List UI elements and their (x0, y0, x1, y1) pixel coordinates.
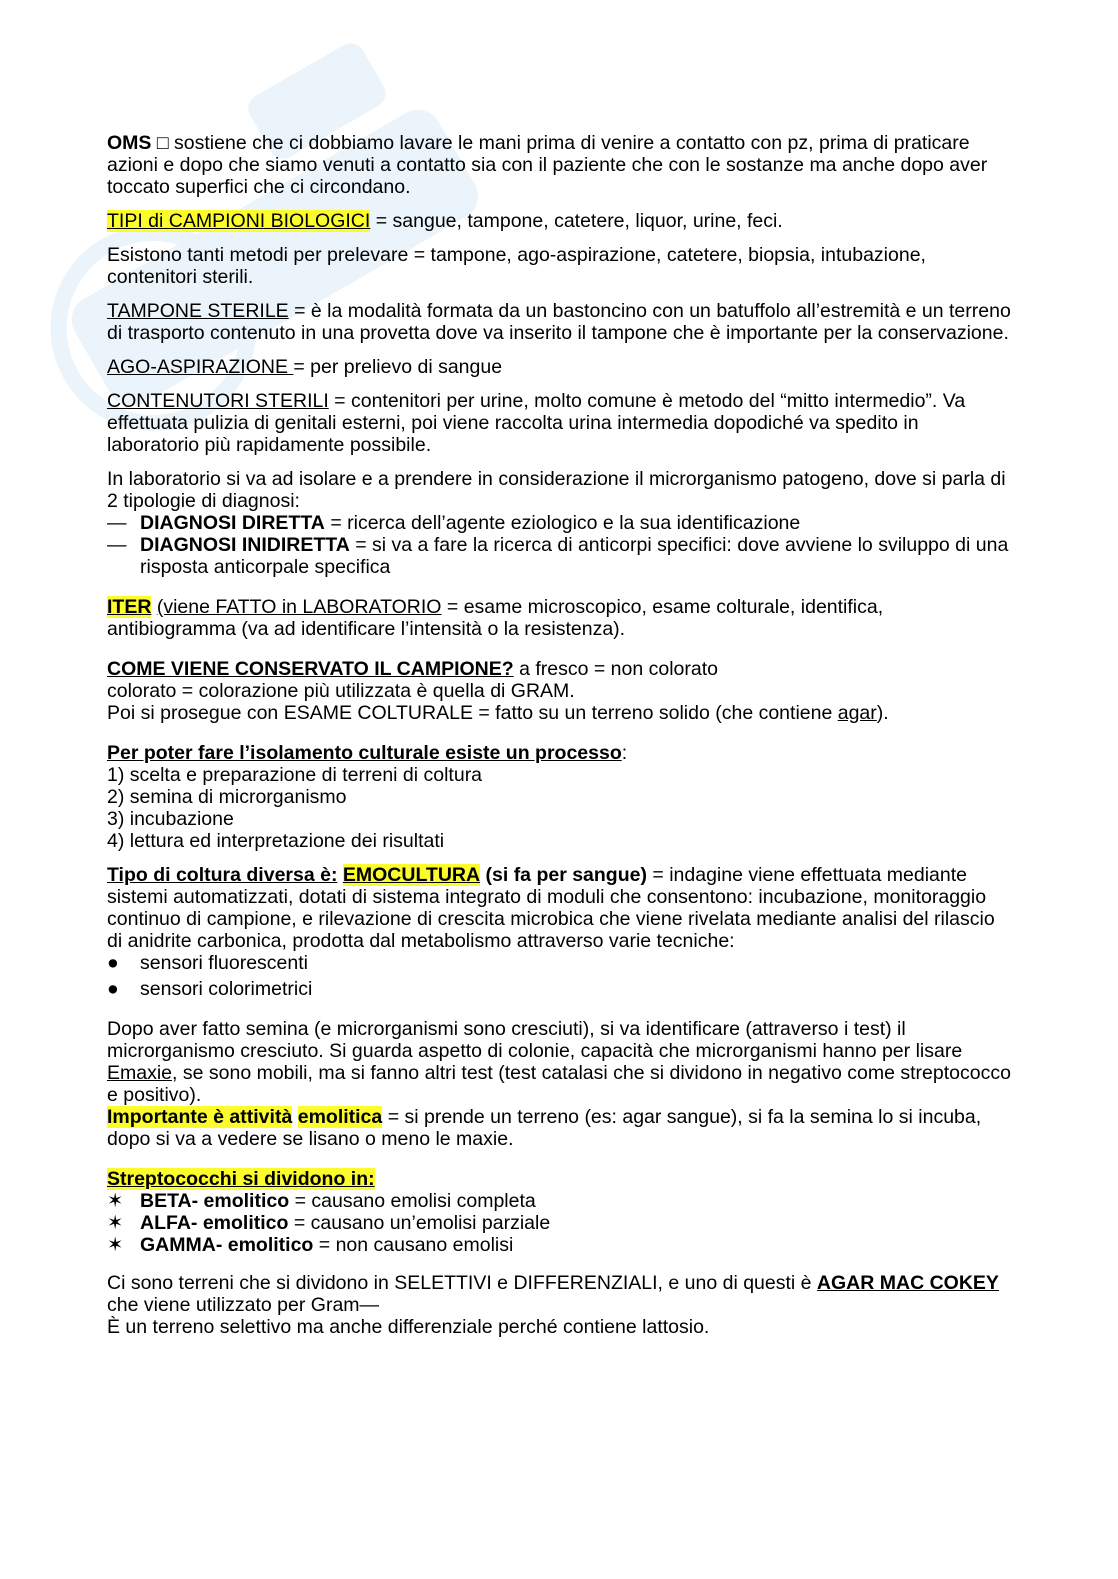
oms-text: sostiene che ci dobbiamo lavare le mani prima di venire a contatto con pz, prima di praticare azioni e dopo che siamo venuti a contatto sia con il paziente che con le sostanze ma anche dopo aver toccato superfici che ci circondano. (107, 132, 988, 198)
emoculture-section (107, 864, 1012, 1000)
list-item: 2) semina di microrganismo (107, 786, 347, 808)
sample-types-heading: TIPI di CAMPIONI BIOLOGICI (107, 210, 371, 232)
list-item: ✶ ALFA- emolitico = causano un’emolisi parziale (107, 1212, 551, 1234)
containers-paragraph (107, 390, 1012, 456)
conservation-stained: colorato = colorazione più utilizzata è quella di GRAM. (107, 680, 575, 702)
media-section: Ci sono terreni che si dividono in SELETTIVI e DIFFERENZIALI, e uno di questi è AGAR MAC COKEY che viene utilizzato per Gram— È un terreno selettivo ma anche differenziale perché contiene lattosio. (107, 1272, 1012, 1338)
emaxie-term: Emaxie (107, 1062, 173, 1084)
bullet-marker: ● (107, 978, 119, 1000)
list-item: 4) lettura ed interpretazione dei risultati (107, 830, 445, 852)
emoculture-note: (si fa per sangue) (485, 864, 647, 886)
diagnosis-desc: = ricerca dell’agente eziologico e la sua identificazione (330, 512, 801, 534)
list-item (107, 534, 1012, 578)
iter-text: = esame microscopico, esame colturale, identifica, antibiogramma (va ad identificare l’intensità o la resistenza). (107, 596, 884, 640)
star-marker: ✶ (107, 1212, 124, 1234)
dash-marker: — (107, 534, 127, 556)
diagnosis-desc: = si va a fare la ricerca di anticorpi specifici: dove avviene lo sviluppo di una risposta anticorpale specifica (140, 534, 1009, 578)
swab-paragraph (107, 300, 1012, 344)
culture-exam-text: Poi si prosegue con ESAME COLTURALE = fatto su un terreno solido (che contiene (107, 702, 833, 724)
isolation-heading: Per poter fare l’isolamento culturale esiste un processo (107, 742, 622, 764)
list-item: 3) incubazione (107, 808, 234, 830)
diagnosis-term: DIAGNOSI DIRETTA (140, 512, 325, 534)
hemolytic-term: emolitica (297, 1106, 383, 1128)
dash-marker: — (107, 512, 127, 534)
isolation-section: Per poter fare l’isolamento culturale esiste un processo: 1) scelta e preparazione di terreni di coltura 2) semina di microrganismo 3) incubazione 4) lettura ed interpretazione dei risultati (107, 742, 1012, 852)
emoculture-term: EMOCULTURA (342, 864, 481, 886)
conservation-fresh: a fresco = non colorato (519, 658, 719, 680)
iter-paragraph (107, 596, 1012, 640)
iter-label: ITER (107, 596, 152, 618)
streptococci-list (107, 1190, 1012, 1256)
sample-types-paragraph (107, 210, 1012, 232)
emoculture-text: = indagine viene effettuata mediante sistemi automatizzati, dotati di sistema integrato di moduli che consentono: incubazione, monitoraggio continuo di campione, e rilevazione di crescita microbica che viene rivelata mediante analisi del rilascio di anidrite carbonica, prodotta dal metabolismo attraverso varie tecniche: (107, 864, 995, 952)
methods-paragraph: Esistono tanti metodi per prelevare = tampone, ago-aspirazione, catetere, biopsia, intubazione, contenitori sterili. (107, 244, 926, 288)
list-item: 1) scelta e preparazione di terreni di coltura (107, 764, 483, 786)
aspiration-heading: AGO-ASPIRAZIONE (107, 356, 294, 378)
diagnosis-intro: In laboratorio si va ad isolare e a prendere in considerazione il microrganismo patogeno, dove si parla di 2 tipologie di diagnosi: (107, 468, 1006, 512)
diagnosis-list (107, 512, 1012, 578)
streptococci-heading: Streptococchi si dividono in: (107, 1168, 375, 1190)
missing-glyph-icon: □ (156, 132, 169, 154)
bullet-marker: ● (107, 952, 119, 974)
culture-type-label: Tipo di coltura diversa è: (107, 864, 338, 886)
containers-text: = contenitori per urine, molto comune è metodo del “mitto intermedio”. Va effettuata pulizia di genitali esterni, poi viene raccolta urina intermedia dopodiché va spedito in laboratorio più rapidamente possibile. (107, 390, 966, 456)
swab-heading: TAMPONE STERILE (107, 300, 289, 322)
diagnosis-section (107, 468, 1012, 578)
sensor-list (107, 952, 1012, 1000)
aspiration-paragraph (107, 356, 1012, 378)
conservation-question: COME VIENE CONSERVATO IL CAMPIONE? (107, 658, 514, 680)
streptococci-section (107, 1168, 1012, 1256)
hemolytic-text: = si prende un terreno (es: agar sangue), si fa la semina lo si incuba, dopo si va a vedere se lisano o meno le maxie. (107, 1106, 982, 1150)
iter-note: (viene FATTO in LABORATORIO (156, 596, 442, 618)
identification-text: Dopo aver fatto semina (e microrganismi sono cresciuti), si va identificare (attraverso i test) il microrganismo cresciuto. Si guarda aspetto di colonie, capacità che microrganismi hanno per lisare (107, 1018, 963, 1062)
oms-label: OMS (107, 132, 152, 154)
hemolytic-heading: Importante è attività (107, 1106, 293, 1128)
list-item: ● sensori fluorescenti (107, 952, 308, 974)
list-item: ● sensori colorimetrici (107, 978, 313, 1000)
list-item (107, 512, 1012, 534)
document-page (107, 132, 1012, 1350)
media-conclusion: È un terreno selettivo ma anche differenziale perché contiene lattosio. (107, 1316, 710, 1338)
containers-heading: CONTENUTORI STERILI (107, 390, 329, 412)
oms-paragraph (107, 132, 1012, 198)
diagnosis-term: DIAGNOSI INIDIRETTA (140, 534, 350, 556)
agar-term: agar (837, 702, 877, 724)
star-marker: ✶ (107, 1190, 124, 1212)
identification-section: Dopo aver fatto semina (e microrganismi sono cresciuti), si va identificare (attraverso i test) il microrganismo cresciuto. Si guarda aspetto di colonie, capacità che microrganismi hanno per lisare Emaxie, se sono mobili, ma si fanno altri test (test catalasi che si dividono in negativo come streptococco e positivo). Importante è attività emolitica = si prende un terreno (es: agar sangue), si fa la semina lo si incuba, dopo si va a vedere se lisano o meno le maxie. (107, 1018, 1011, 1150)
swab-text: = è la modalità formata da un bastoncino con un batuffolo all’estremità e un terreno di trasporto contenuto in una provetta dove va inserito il tampone che è importante per la conservazione. (107, 300, 1011, 344)
list-item: ✶ GAMMA- emolitico = non causano emolisi (107, 1234, 514, 1256)
star-marker: ✶ (107, 1234, 124, 1256)
list-item: ✶ BETA- emolitico = causano emolisi completa (107, 1190, 536, 1212)
media-text: Ci sono terreni che si dividono in SELETTIVI e DIFFERENZIALI, e uno di questi è (107, 1272, 812, 1294)
mac-cokey-term: AGAR MAC COKEY (816, 1272, 999, 1294)
sample-types-text: = sangue, tampone, catetere, liquor, urine, feci. (375, 210, 783, 232)
aspiration-text: = per prelievo di sangue (293, 356, 503, 378)
conservation-section: COME VIENE CONSERVATO IL CAMPIONE? a fresco = non colorato colorato = colorazione più utilizzata è quella di GRAM. Poi si prosegue con ESAME COLTURALE = fatto su un terreno solido (che contiene agar). (107, 658, 1012, 724)
